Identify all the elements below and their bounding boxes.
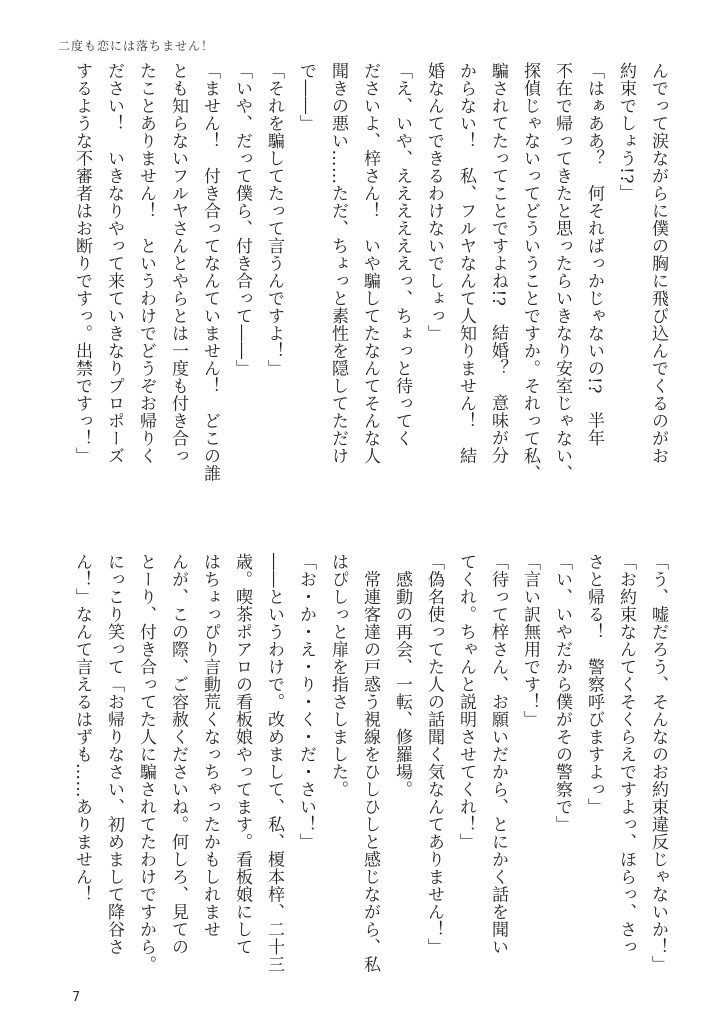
text-line: するような不審者はお断りですっ。出禁ですっ！」 (72, 62, 92, 465)
text-line: 「ません！ 付き合ってなんていません！ どこの誰 (200, 62, 220, 482)
text-line: とーり、付き合ってた人に騙されてたわけですから。 (136, 553, 156, 973)
text-line: たことありません！ というわけでどうぞお帰りく (136, 62, 156, 465)
text-line: ださいよ、梓さん！ いや騙してたなんてそんな人 (360, 62, 380, 465)
text-line: 感動の再会、一転、修羅場。 (392, 553, 412, 798)
page-number: 7 (72, 990, 81, 1005)
text-line: 歳。喫茶ポアロの看板娘やってます。看板娘にして (232, 553, 252, 956)
text-line: 「い、いやだから僕がその警察で」 (552, 553, 572, 833)
text-line: 「う、嘘だろう、そんなのお約束違反じゃないか！」 (648, 553, 668, 973)
text-line: んでって涙ながらに僕の胸に飛び込んでくるのがお (648, 62, 668, 465)
running-title: 二度も恋には落ちません！ (58, 39, 215, 53)
text-line: 「偽名使ってた人の話聞く気なんてありません！」 (424, 553, 444, 956)
text-line: 「待って梓さん、お願いだから、とにかく話を聞い (488, 553, 508, 956)
text-line: ん！」なんて言えるはずも……ありません！ (72, 553, 92, 903)
text-line: 常連客達の戸惑う視線をひしひしと感じながら、私 (360, 553, 380, 973)
text-line: 不在で帰ってきたと思ったらいきなり安室じゃない、 (552, 62, 572, 482)
text-block-bottom (66, 553, 674, 978)
text-line: ――というわけで。改めまして、私、榎本梓、二十三 (264, 553, 284, 973)
text-line: 探偵じゃないってどういうことですか。それって私、 (520, 62, 540, 482)
text-line: てくれ。ちゃんと説明させてくれ！」 (456, 553, 476, 851)
text-line: 騙されてたってことですよね!? 結婚？ 意味が分 (488, 62, 508, 464)
text-line: 「言い訳無用です！」 (520, 553, 540, 728)
text-line: 「お約束なんてくそくらえですよっ、ほらっ、さっ (616, 553, 636, 956)
text-line: さと帰る！ 警察呼びますよっ」 (584, 553, 604, 816)
text-line: ださい！ いきなりやって来ていきなりプロポーズ (104, 62, 124, 465)
text-line: にっこり笑って「お帰りなさい、初めまして降谷さ (104, 553, 124, 956)
text-line: 「え、いや、ええええええっ、ちょっと待ってく (392, 62, 412, 447)
text-line: んが、この際、ご容赦くださいね。何しろ、見ての (168, 553, 188, 956)
text-line: 婚なんてできるわけないでしょっ」 (424, 62, 444, 342)
text-line: 「それを騙してたって言うんですよ！」 (264, 62, 284, 377)
text-line: からない！ 私、フルヤなんて人知りません！ 結 (456, 62, 476, 465)
text-line: はちょっぴり言動荒くなっちゃったかもしれませ (200, 553, 220, 938)
text-line: 「お・か・え・り・く・だ・さい！」 (296, 553, 316, 851)
text-line: 「いや、だって僕ら、付き合って――」 (232, 62, 252, 377)
text-line: 聞きの悪い……ただ、ちょっと素性を隠してただけ (328, 62, 348, 465)
text-line: とも知らないフルヤさんとやらとは一度も付き合っ (168, 62, 188, 465)
text-line: 「はぁああ？ 何そればっかじゃないの!? 半年 (584, 62, 604, 447)
text-line: で――」 (296, 62, 316, 132)
text-line: はぴしっと扉を指さしました。 (328, 553, 348, 798)
text-line: 約束でしょう!?」 (616, 62, 636, 202)
text-block-top (66, 62, 674, 502)
